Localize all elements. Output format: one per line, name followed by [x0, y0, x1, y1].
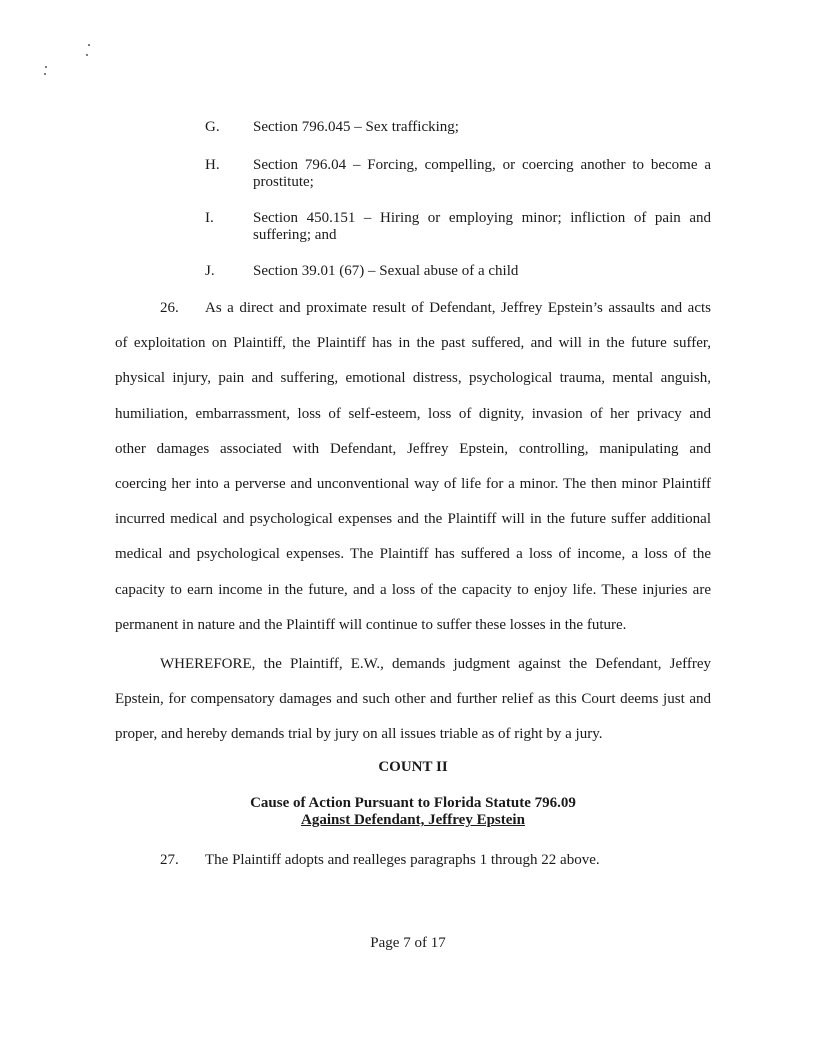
scan-speck — [44, 73, 46, 75]
list-text: Section 796.04 – Forcing, compelling, or coercing another to become a prostitute; — [253, 157, 711, 190]
paragraph-27 — [115, 843, 711, 878]
paragraph-line: Epstein, for compensatory damages and such other and further relief as this Court deems just and — [115, 691, 711, 708]
paragraph-line: medical and psychological expenses. The Plaintiff has suffered a loss of income, a loss of the — [115, 546, 711, 563]
list-text: Section 796.045 – Sex trafficking; — [253, 119, 459, 135]
scan-speck — [45, 66, 47, 68]
page-number: Page 7 of 17 — [370, 935, 446, 951]
paragraph-26 — [115, 291, 711, 643]
count-title: COUNT II — [378, 759, 448, 775]
paragraph-line: coercing her into a perverse and unconventional way of life for a minor. The then minor Plaintiff — [115, 475, 711, 492]
paragraph-line: physical injury, pain and suffering, emotional distress, psychological trauma, mental anguish, — [115, 370, 711, 387]
paragraph-line: humiliation, embarrassment, loss of self-esteem, loss of dignity, invasion of her privacy and — [115, 405, 711, 422]
paragraph-line: other damages associated with Defendant, Jeffrey Epstein, controlling, manipulating and — [115, 440, 711, 457]
paragraph-line: WHEREFORE, the Plaintiff, E.W., demands judgment against the Defendant, Jeffrey — [160, 656, 711, 672]
paragraph-line: 26. As a direct and proximate result of Defendant, Jeffrey Epstein’s assaults and acts — [115, 291, 711, 326]
paragraph-line: 27. The Plaintiff adopts and realleges paragraphs 1 through 22 above. — [115, 843, 711, 878]
list-letter: J. — [205, 263, 215, 279]
paragraph-line: incurred medical and psychological expenses and the Plaintiff will in the future suffer additional — [115, 511, 711, 528]
list-text: Section 450.151 – Hiring or employing minor; infliction of pain and suffering; and — [253, 210, 711, 243]
paragraph-number: 27. — [160, 852, 179, 868]
scan-speck — [88, 44, 90, 46]
count-subtitle: Cause of Action Pursuant to Florida Statute 796.09 — [250, 795, 576, 811]
paragraph-number: 26. — [160, 300, 179, 316]
paragraph-line: permanent in nature and the Plaintiff will continue to suffer these losses in the future. — [115, 616, 627, 633]
count-against — [115, 812, 711, 829]
paragraph-line: proper, and hereby demands trial by jury on all issues triable as of right by a jury. — [115, 726, 603, 743]
scan-speck — [86, 54, 88, 56]
list-letter: H. — [205, 157, 220, 173]
paragraph-line: of exploitation on Plaintiff, the Plaintiff has in the past suffered, and will in the future suffer, — [115, 335, 711, 352]
list-letter: G. — [205, 119, 220, 135]
count-against-text: Against Defendant, Jeffrey Epstein — [301, 812, 525, 828]
wherefore-paragraph — [115, 647, 711, 753]
paragraph-line: capacity to earn income in the future, and a loss of the capacity to enjoy life. These injuries are — [115, 581, 711, 598]
list-text: Section 39.01 (67) – Sexual abuse of a child — [253, 263, 519, 279]
list-letter: I. — [205, 210, 214, 226]
